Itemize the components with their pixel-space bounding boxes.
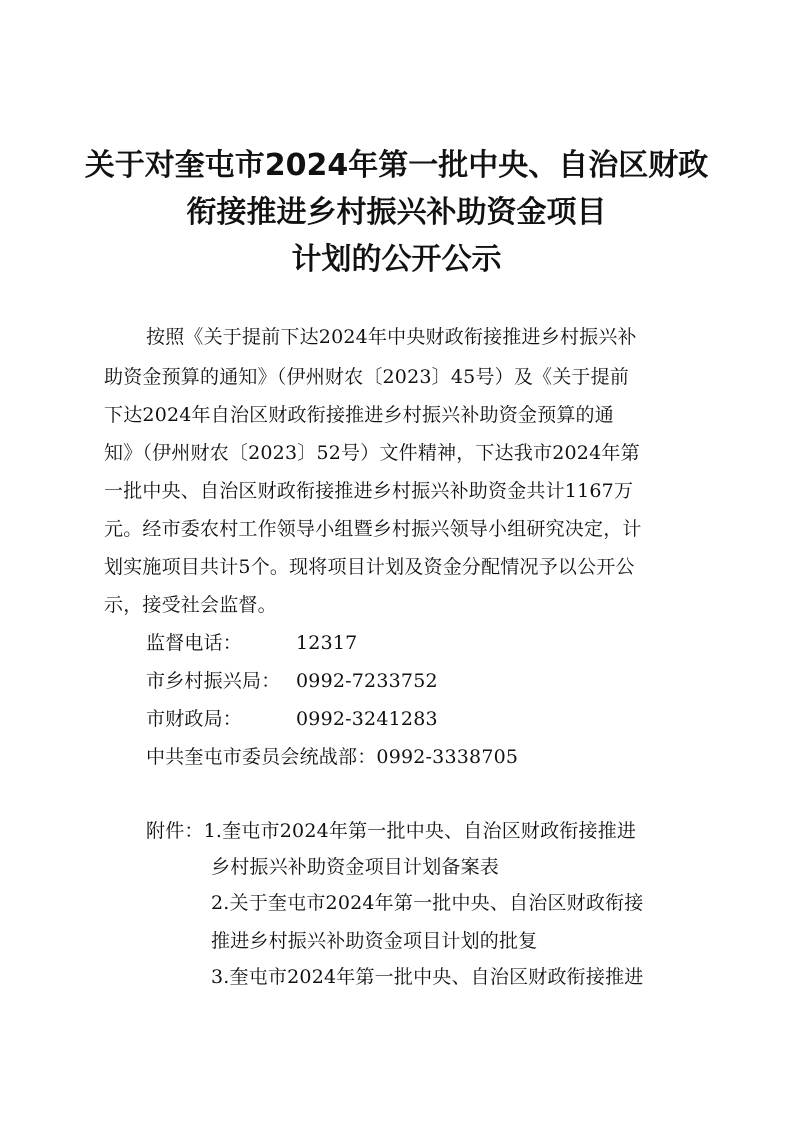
body-line-3: 下达2024年自治区财政衔接推进乡村振兴补助资金预算的通 — [104, 404, 614, 426]
attachment-2-line-1: 2.关于奎屯市2024年第一批中央、自治区财政衔接 — [211, 892, 644, 914]
contact-label: 中共奎屯市委员会统战部： — [146, 746, 377, 768]
body-line-7: 划实施项目共计5个。现将项目计划及资金分配情况予以公开公 — [104, 556, 635, 578]
contact-finance-bureau — [146, 704, 438, 734]
attachments-prefix: 附件： — [146, 820, 204, 842]
attachment-1-line-2: 乡村振兴补助资金项目计划备案表 — [211, 856, 500, 878]
contact-value: 0992-3241283 — [296, 708, 438, 730]
document-title-line-2: 衔接推进乡村振兴补助资金项目 — [186, 195, 607, 230]
document-title-line-1: 关于对奎屯市2024年第一批中央、自治区财政 — [84, 148, 709, 183]
attachment-1-text: 1.奎屯市2024年第一批中央、自治区财政衔接推进 — [203, 820, 637, 842]
contact-supervision-phone — [146, 628, 357, 658]
attachment-1-line-1 — [146, 816, 636, 846]
body-line-6: 元。经市委农村工作领导小组暨乡村振兴领导小组研究决定，计 — [104, 518, 642, 540]
contact-value: 0992-7233752 — [296, 670, 438, 692]
body-line-8: 示，接受社会监督。 — [104, 594, 277, 616]
contact-label: 市乡村振兴局： — [146, 670, 281, 692]
contact-value: 0992-3338705 — [376, 746, 519, 768]
body-line-1: 按照《关于提前下达2024年中央财政衔接推进乡村振兴补 — [146, 326, 637, 348]
document-title-line-3: 计划的公开公示 — [291, 242, 502, 277]
contact-value: 12317 — [296, 632, 358, 654]
contact-rural-revitalization-bureau — [146, 666, 438, 696]
contact-united-front-department — [146, 742, 518, 772]
contact-label: 监督电话： — [146, 632, 243, 654]
contact-label: 市财政局： — [146, 708, 243, 730]
body-line-2: 助资金预算的通知》（伊州财农〔2023〕45号）及《关于提前 — [104, 366, 630, 388]
body-line-4: 知》（伊州财农〔2023〕52号）文件精神，下达我市2024年第 — [104, 442, 640, 464]
body-line-5: 一批中央、自治区财政衔接推进乡村振兴补助资金共计1167万 — [104, 480, 634, 502]
attachment-3-line-1: 3.奎屯市2024年第一批中央、自治区财政衔接推进 — [211, 966, 644, 988]
attachment-2-line-2: 推进乡村振兴补助资金项目计划的批复 — [211, 930, 538, 952]
